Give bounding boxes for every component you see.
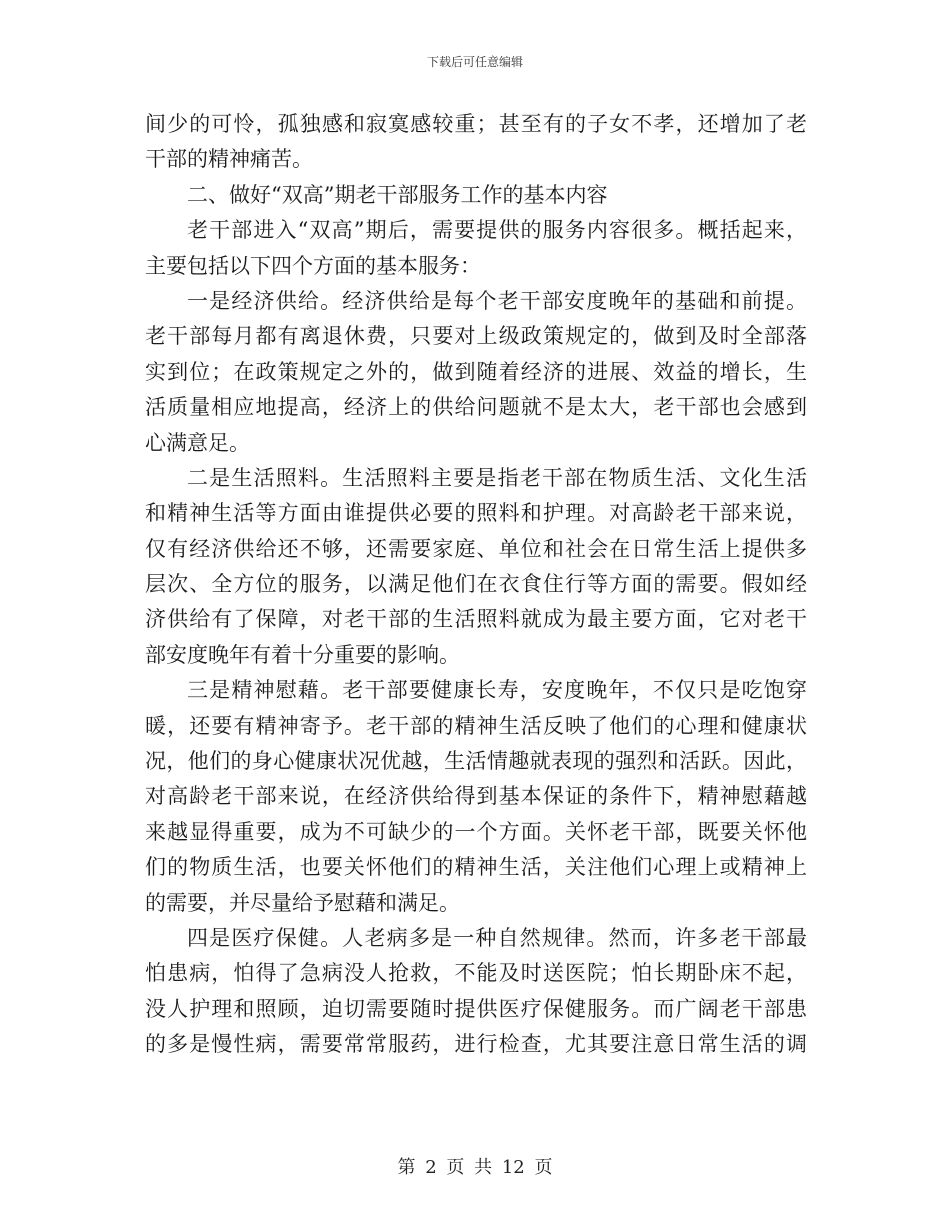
text-line: 暖，还要有精神寄予。老干部的精神生活反映了他们的心理和健康状 (145, 713, 807, 738)
text-line: 们的物质生活，也要关怀他们的精神生活，关注他们心理上或精神上 (145, 855, 807, 880)
document-body (145, 107, 807, 1063)
text-line: 济供给有了保障，对老干部的生活照料就成为最主要方面，它对老干 (145, 607, 807, 632)
text-line: 的多是慢性病，需要常常服药，进行检查，尤其要注意日常生活的调 (145, 1032, 807, 1057)
text-line: 仅有经济供给还不够，还需要家庭、单位和社会在日常生活上提供多 (145, 536, 807, 561)
text-line: 二是生活照料。生活照料主要是指老干部在物质生活、文化生活 (187, 465, 807, 490)
text-line: 的需要，并尽量给予慰藉和满足。 (145, 890, 460, 915)
text-line: 实到位；在政策规定之外的，做到随着经济的进展、效益的增长，生 (145, 359, 807, 384)
text-line: 况，他们的身心健康状况优越，生活情趣就表现的强烈和活跃。因此， (145, 749, 807, 774)
text-line: 部安度晚年有着十分重要的影响。 (145, 642, 460, 667)
text-line: 和精神生活等方面由谁提供必要的照料和护理。对高龄老干部来说， (145, 501, 807, 526)
page-header: 下载后可任意编辑 (426, 55, 523, 69)
text-line: 活质量相应地提高，经济上的供给问题就不是太大，老干部也会感到 (145, 395, 807, 420)
text-line: 主要包括以下四个方面的基本服务： (145, 253, 481, 278)
page-number: 第 2 页 共 12 页 (397, 1157, 553, 1178)
text-line: 四是医疗保健。人老病多是一种自然规律。然而，许多老干部最 (187, 925, 807, 950)
text-line: 干部的精神痛苦。 (145, 147, 313, 172)
text-line: 三是精神慰藉。老干部要健康长寿，安度晚年，不仅只是吃饱穿 (187, 678, 807, 703)
text-line: 对高龄老干部来说，在经济供给得到基本保证的条件下，精神慰藉越 (145, 784, 807, 809)
text-line: 老干部每月都有离退休费，只要对上级政策规定的，做到及时全部落 (145, 324, 807, 349)
text-line: 心满意足。 (145, 430, 250, 455)
section-heading: 二、做好“双高”期老干部服务工作的基本内容 (187, 182, 608, 207)
text-line: 没人护理和照顾，迫切需要随时提供医疗保健服务。而广阔老干部患 (145, 996, 807, 1021)
text-line: 来越显得重要，成为不可缺少的一个方面。关怀老干部，既要关怀他 (145, 819, 807, 844)
text-line: 间少的可怜，孤独感和寂寞感较重；甚至有的子女不孝，还增加了老 (145, 112, 807, 136)
text-line: 一是经济供给。经济供给是每个老干部安度晚年的基础和前提。 (187, 288, 807, 313)
text-line: 老干部进入“双高”期后，需要提供的服务内容很多。概括起来， (187, 218, 807, 243)
text-line: 怕患病，怕得了急病没人抢救，不能及时送医院；怕长期卧床不起， (145, 961, 807, 986)
text-line: 层次、全方位的服务，以满足他们在衣食住行等方面的需要。假如经 (145, 572, 807, 597)
